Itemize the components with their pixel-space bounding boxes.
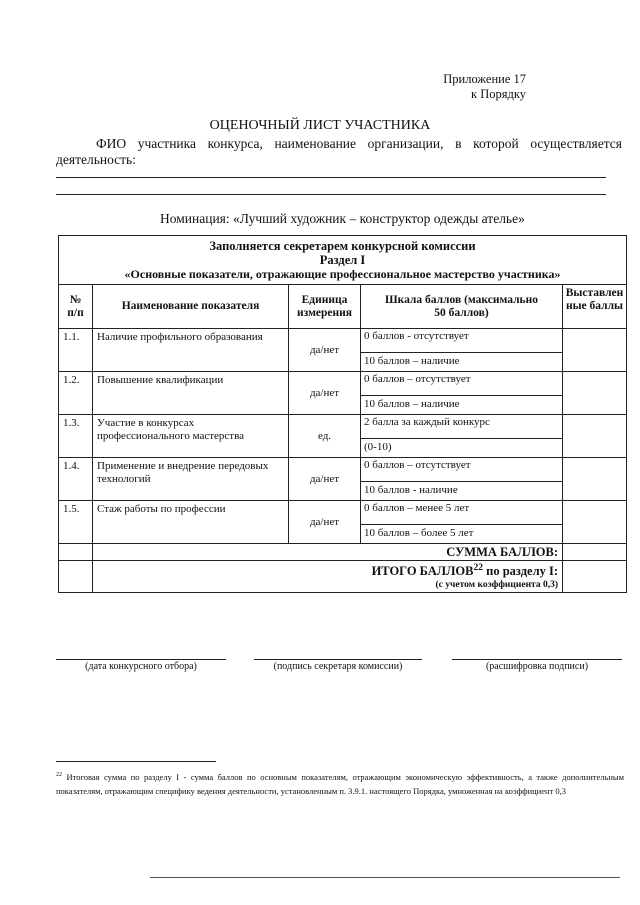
row-points-cell[interactable] <box>563 501 627 544</box>
row-num: 1.1. <box>59 329 93 372</box>
footnote-mark: 22 <box>56 772 62 778</box>
col-scale-header: Шкала баллов (максимально 50 баллов) <box>361 285 563 329</box>
total-suffix: по разделу I: <box>483 563 558 578</box>
sum-label: СУММА БАЛЛОВ: <box>93 544 563 561</box>
total-label: ИТОГО БАЛЛОВ <box>371 563 474 578</box>
row-scale-1: 0 баллов - отсутствует <box>361 329 563 353</box>
row-scale-2: 10 баллов – наличие <box>361 353 563 372</box>
footnote-text: Итоговая сумма по разделу I - сумма баллов по основным показателям, отражающим экономическую эффективность, а также дополнительным показателям, отражающим специфику ведения деятельности, установленным п. 3.9.1. настоящего Порядка, умноженная на коэффициент 0,3 <box>56 771 624 796</box>
footnote-separator <box>56 761 216 762</box>
row-unit: ед. <box>289 415 361 458</box>
document-title: ОЦЕНОЧНЫЙ ЛИСТ УЧАСТНИКА <box>209 118 431 133</box>
row-num: 1.4. <box>59 458 93 501</box>
row-unit: да/нет <box>289 372 361 415</box>
decoding-caption: (расшифровка подписи) <box>485 661 589 672</box>
total-label-cell <box>93 561 563 593</box>
sum-points-cell[interactable] <box>563 544 627 561</box>
row-name: Повышение квалификации <box>93 372 289 415</box>
row-scale-2: (0-10) <box>361 439 563 458</box>
row-points-cell[interactable] <box>563 372 627 415</box>
col-unit-header: Единица измерения <box>289 285 361 329</box>
fio-line-1 <box>56 177 606 178</box>
nomination: Номинация: «Лучший художник – конструктор одежды ателье» <box>160 211 525 226</box>
row-points-cell[interactable] <box>563 458 627 501</box>
row-unit: да/нет <box>289 329 361 372</box>
row-scale-1: 0 баллов – отсутствует <box>361 372 563 396</box>
row-scale-1: 0 баллов – менее 5 лет <box>361 501 563 525</box>
table-header <box>59 236 627 285</box>
evaluation-table <box>58 235 627 593</box>
header-line1: Заполняется секретарем конкурсной комиссии <box>209 239 476 253</box>
row-unit: да/нет <box>289 501 361 544</box>
col-num-header: № п/п <box>59 285 93 329</box>
row-num: 1.3. <box>59 415 93 458</box>
row-name: Наличие профильного образования <box>93 329 289 372</box>
total-note: (с учетом коэффициента 0,3) <box>435 579 558 590</box>
row-num: 1.2. <box>59 372 93 415</box>
footnote <box>56 768 624 798</box>
row-points-cell[interactable] <box>563 415 627 458</box>
row-scale-1: 0 баллов – отсутствует <box>361 458 563 482</box>
header-line3: «Основные показатели, отражающие профессиональное мастерство участника» <box>124 267 561 281</box>
appendix-reference <box>436 72 526 102</box>
fio-line-2 <box>56 194 606 195</box>
date-line <box>56 659 226 660</box>
col-name-header: Наименование показателя <box>93 285 289 329</box>
row-scale-2: 10 баллов – наличие <box>361 396 563 415</box>
row-num: 1.5. <box>59 501 93 544</box>
col-points-header: Выставленные баллы <box>563 285 627 329</box>
appendix-line2: к Порядку <box>471 87 526 101</box>
row-scale-2: 10 баллов - наличие <box>361 482 563 501</box>
total-points-cell[interactable] <box>563 561 627 593</box>
row-name: Применение и внедрение передовых технологий <box>93 458 289 501</box>
page-bottom-line <box>150 877 620 878</box>
signature-line <box>254 659 422 660</box>
row-name: Стаж работы по профессии <box>93 501 289 544</box>
total-footnote-mark: 22 <box>473 563 483 573</box>
appendix-line1: Приложение 17 <box>443 72 526 86</box>
decoding-line <box>452 659 622 660</box>
row-scale-1: 2 балла за каждый конкурс <box>361 415 563 439</box>
row-points-cell[interactable] <box>563 329 627 372</box>
row-scale-2: 10 баллов – более 5 лет <box>361 525 563 544</box>
header-line2: Раздел I <box>319 253 366 267</box>
date-caption: (дата конкурсного отбора) <box>85 661 197 672</box>
row-name: Участие в конкурсах профессионального мастерства <box>93 415 289 458</box>
row-unit: да/нет <box>289 458 361 501</box>
fio-prompt: ФИО участника конкурса, наименование организации, в которой осуществляется деятельность: <box>56 136 622 167</box>
total-num-cell <box>59 561 93 593</box>
sum-num-cell <box>59 544 93 561</box>
signature-caption: (подпись секретаря комиссии) <box>273 661 403 672</box>
